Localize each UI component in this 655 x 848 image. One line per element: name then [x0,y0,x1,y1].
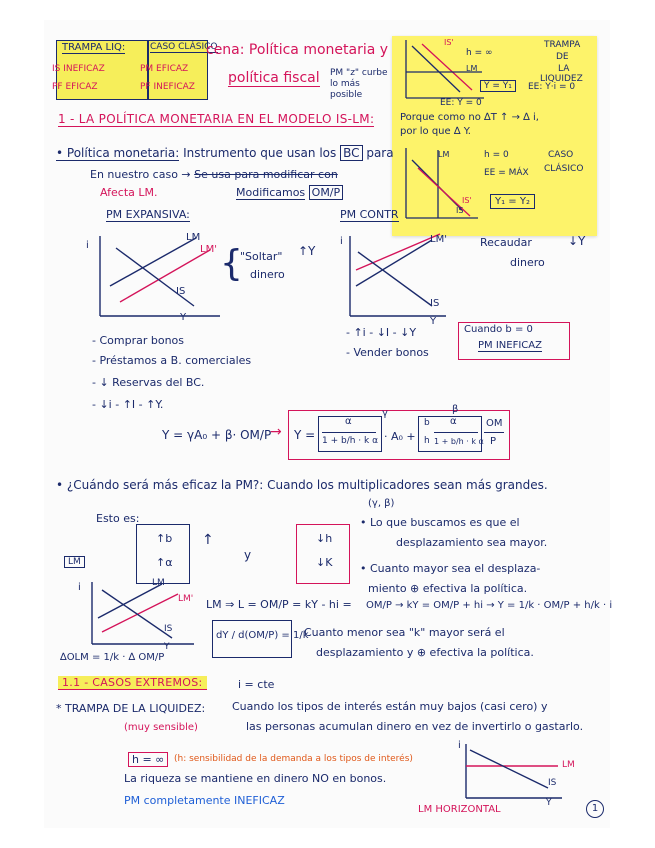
graph-lm: LM [562,760,575,770]
menor-line: desplazamiento y ⊕ efectiva la política. [316,646,534,659]
definition [56,146,394,160]
b-up: ↑b [156,532,173,545]
definition-box: BC [340,145,362,161]
trampa-text-2: las personas acumulan dinero en vez de invertirlo o gastarlo. [246,720,584,733]
sticky-y-eq2: Y₁ = Y₂ [490,194,535,209]
sticky-is-label: IS' [444,38,454,47]
equation-om-den: P [490,436,497,447]
equation-frac2-den: 1 + b/h · k α [434,437,484,446]
a-up: ↑α [156,556,173,569]
definition-end: para [366,146,394,160]
lm-equation-2: OM/P → kY = OM/P + hi → Y = 1/k · OM/P + h/k · i [366,600,613,611]
pm-contractiva: PM CONTR [340,208,399,221]
sticky-trampa: DE [556,52,569,62]
k-down: ↓K [316,556,333,569]
i-cte: i = cte [238,678,275,691]
sticky-ee: EE: Y = 0 [440,98,482,108]
graph-axis-i: i [78,582,81,593]
arrow-modificamos-a: Modificamos [236,186,306,199]
bullet-line: • Lo que buscamos es que el [360,516,520,529]
graph-axis-i: i [86,240,89,251]
bullet-line: miento ⊕ efectiva la política. [368,582,528,595]
equation-a0: · A₀ + [384,430,416,443]
arrow-modificamos [236,186,343,199]
graph-lm: LM [152,578,165,588]
arrow-up-icon: ↑ [202,532,214,548]
arrow-line-b: Se usa para modificar con [194,168,338,181]
lm-tag: LM [64,556,85,568]
lm-equation: LM ⇒ L = OM/P = kY - hi = [206,598,352,611]
sticky-is2: IS [456,206,464,215]
list-item: - ↓i - ↑I - ↑Y. [92,398,164,411]
graph-axis-i: i [340,236,343,247]
pm-expansiva: PM EXPANSIVA: [106,208,190,221]
sticky-lm-label: LM [466,64,478,73]
graph-lm-prime: LM' [178,594,194,604]
equation-b-num: b [424,418,430,428]
equation-beta: β [452,404,459,415]
question-sub: (γ, β) [368,498,395,509]
graph-is: IS [176,286,186,297]
graph-axis-y: Y [164,642,170,652]
graph-lm-prime: LM' [200,244,217,255]
question-answer: Cuando los multiplicadores sean más grandes. [267,478,548,492]
equation-left: Y = γA₀ + β· OM/P [162,428,272,442]
graph-pm-contractiva [342,232,452,324]
equation-arrow: → [270,424,282,440]
legend-line: PF INEFICAZ [140,82,195,92]
definition-text: Instrumento que usan los [183,146,337,160]
graph-axis-y: Y [546,798,552,808]
trampa-lead: * TRAMPA DE LA LIQUIDEZ: [56,702,206,715]
recaudar-2: dinero [510,256,545,269]
sticky-ee-max: EE = MÁX [484,168,529,178]
sticky-y-eq: Y = Y₁ [480,80,516,92]
equation-frac2-bar [434,432,478,433]
graph-axis-y: Y [430,316,437,327]
recaudar-1: Recaudar [480,236,532,249]
sticky-clasico: CASO [548,150,574,160]
equation-b-den: h [424,436,430,446]
graph-is: IS [430,298,440,309]
section-heading: 1 - LA POLÍTICA MONETARIA EN EL MODELO IS-LM: [58,112,375,126]
page-title: cena: Política monetaria y [206,42,389,58]
trampa-text: Cuando los tipos de interés están muy bajos (casi cero) y [232,700,548,713]
equation-frac1-den: 1 + b/h · k α [322,436,379,446]
muy-sensible: (muy sensible) [124,722,198,733]
sticky-h0: h = 0 [484,150,509,160]
arrow-line-a: En nuestro caso → [90,168,191,181]
graph-desplazamiento [82,578,202,648]
graph-axis-y: Y [180,312,187,323]
legend-title-trampa: TRAMPA LIQ: [62,42,126,53]
caso-b-ineficaz: PM INEFICAZ [478,340,542,351]
sticky-h-inf: h = ∞ [466,48,493,58]
list-item: - ↑i - ↓I - ↓Y [346,326,417,339]
item-riqueza: La riqueza se mantiene en dinero NO en bonos. [124,772,387,785]
graph-trampa [458,742,568,802]
list-item: - Comprar bonos [92,334,185,347]
sticky-porque: por lo que ∆ Y. [400,126,471,137]
bullet-line: • Cuanto mayor sea el desplaza- [360,562,541,575]
item-ineficaz: PM completamente INEFICAZ [124,794,285,807]
definition-lead: • Política monetaria: [56,146,180,160]
equation-frac1-num: α [345,416,352,427]
graph-axis-i: i [458,740,461,751]
h-note: (h: sensibilidad de la demanda a los tipos de interés) [174,754,413,764]
esto-es: Esto es: [96,512,140,525]
graph-is: IS [164,624,173,634]
delta-lm: ∆OLM = 1/k · ∆ OM/P [60,652,165,663]
equation-om-num: OM [486,418,503,429]
arrow-afecta: Afecta LM. [100,186,158,199]
equation-gamma: γ [382,408,388,419]
brace-soltar: { [220,243,243,284]
question-lead: • ¿Cuándo será más eficaz la PM?: [56,478,264,492]
down-y: ↓Y [568,234,586,248]
sticky-trampa: LA [558,64,570,74]
equation-om-bar [484,432,504,433]
casos-heading: 1.1 - CASOS EXTREMOS: [58,676,207,690]
up-y: ↑Y [298,244,316,258]
sticky-is2b: IS' [462,196,472,205]
title-note: PM "z" curbe lo más posible [330,68,388,100]
equation-y: Y = [294,428,316,442]
sticky-porque: Porque como no ∆T ↑ → ∆ i, [400,112,539,123]
legend-line: IS INEFICAZ [52,64,105,74]
list-item: - Préstamos a B. comerciales [92,354,252,367]
legend-title-clasico: CASO CLÁSICO [150,42,218,52]
graph-lm: LM [186,232,201,243]
arrow-modificamos-box: OM/P [309,185,344,200]
menor-line: Cuanto menor sea "k" mayor será el [304,626,505,639]
sticky-lm2: LM [438,150,450,159]
graph-lm-prime: LM' [430,234,447,245]
soltar-1: "Soltar" [240,250,283,263]
h-down: ↓h [316,532,333,545]
equation-frac1-bar [322,432,376,433]
bullet-line: desplazamiento sea mayor. [396,536,548,549]
y-word: y [244,548,252,562]
equation-frac2-num: α [450,416,457,427]
list-item: - Vender bonos [346,346,429,359]
page-title-cont: política fiscal [228,70,320,86]
deriv: dY / d(OM/P) = 1/k [216,630,309,641]
caso-b: Cuando b = 0 [464,324,533,335]
graph-is: IS [548,778,557,788]
sticky-ee-cond: EE: Y·i = 0 [528,82,576,92]
list-item: - ↓ Reservas del BC. [92,376,205,389]
h-inf-box: h = ∞ [128,752,168,767]
legend-line: PF EFICAZ [52,82,98,92]
sticky-trampa: TRAMPA [544,40,581,50]
page-number: 1 [586,800,604,818]
lm-horizontal: LM HORIZONTAL [418,804,501,815]
question [56,478,548,492]
arrow-line [90,168,338,181]
sticky-clasico: CLÁSICO [544,164,584,174]
soltar-2: dinero [250,268,285,281]
legend-line: PM EFICAZ [140,64,189,74]
sticky-trampa: LIQUIDEZ [540,74,583,84]
